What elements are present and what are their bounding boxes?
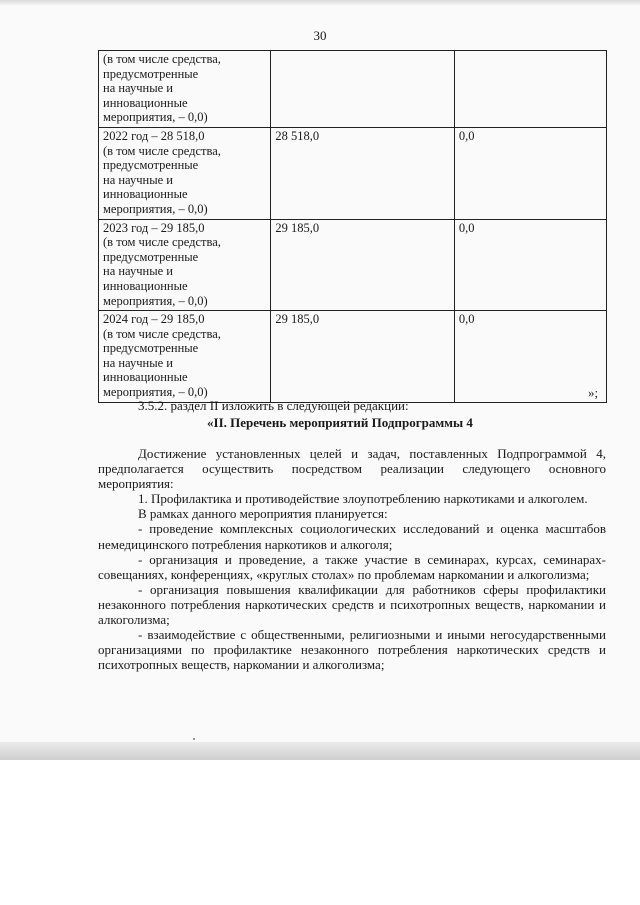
list-item: - организация повышения квалификации для работников сферы профилактики незаконного потребления наркотических средств и психотропных веществ, наркомании и алкоголизма;	[98, 581, 606, 628]
table-cell-financing: 2023 год – 29 185,0 (в том числе средства, предусмотренные на научные и инновационные мероприятия, – 0,0)	[99, 219, 271, 311]
table-cell-other	[454, 51, 606, 128]
body-text	[98, 446, 606, 672]
paragraph-item-1: 1. Профилактика и противодействие злоупотреблению наркотиками и алкоголем.	[138, 491, 588, 507]
paragraph-3-5-2: 3.5.2. раздел II изложить в следующей редакции:	[138, 398, 409, 413]
paragraph-intro: Достижение установленных целей и задач, поставленных Подпрограммой 4, предполагается осуществить посредством реализации следующего основного мероприятия:	[98, 446, 606, 492]
table-cell-other: 0,0	[454, 311, 606, 403]
scan-speck	[193, 738, 195, 740]
table-row	[99, 51, 607, 128]
section-title: «II. Перечень мероприятий Подпрограммы 4	[207, 415, 473, 430]
table-cell-financing: (в том числе средства, предусмотренные на научные и инновационные мероприятия, – 0,0)	[99, 51, 271, 128]
table-cell-amount: 29 185,0	[271, 311, 454, 403]
list-item: - проведение комплексных социологических исследований и оценка масштабов немедицинского потребления наркотиков и алкоголя;	[98, 521, 606, 552]
table-row	[99, 311, 607, 403]
table-row	[99, 219, 607, 311]
table-cell-other: 0,0	[454, 127, 606, 219]
table-cell-other: 0,0	[454, 219, 606, 311]
table-row	[99, 127, 607, 219]
paragraph-within: В рамках данного мероприятия планируется:	[138, 506, 388, 522]
closing-quote: »;	[588, 385, 599, 400]
table-cell-amount	[271, 51, 454, 128]
list-item: - взаимодействие с общественными, религиозными и иными негосударственными организациями по профилактике незаконного потребления наркотических средств и психотропных веществ, наркомании и алкоголизма;	[98, 627, 606, 673]
table-cell-financing: 2022 год – 28 518,0 (в том числе средства, предусмотренные на научные и инновационные мероприятия, – 0,0)	[99, 127, 271, 219]
list-item: - организация и проведение, а также участие в семинарах, курсах, семинарах-совещаниях, конференциях, «круглых столах» по проблемам наркомании и алкоголизма;	[98, 551, 606, 582]
scan-top-edge	[0, 0, 640, 6]
table-cell-amount: 29 185,0	[271, 219, 454, 311]
table-cell-financing: 2024 год – 29 185,0 (в том числе средства, предусмотренные на научные и инновационные мероприятия, – 0,0)	[99, 311, 271, 403]
page-number: 30	[313, 28, 327, 43]
budget-table	[98, 50, 607, 403]
table-cell-amount: 28 518,0	[271, 127, 454, 219]
scan-bottom-edge	[0, 742, 640, 760]
